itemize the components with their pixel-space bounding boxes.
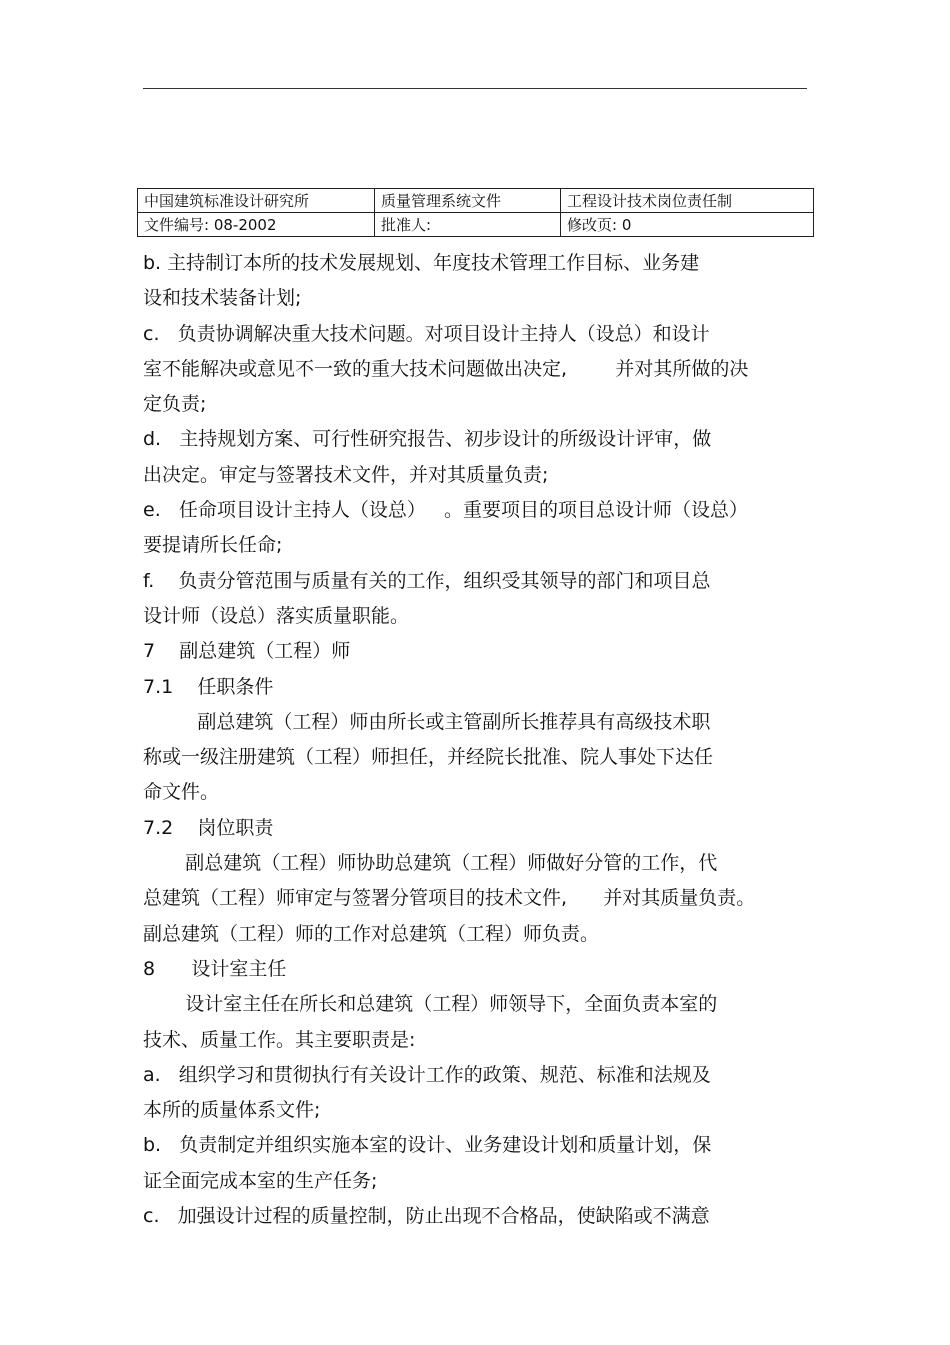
text-line: 定负责;: [143, 393, 207, 416]
text-line: 要提请所长任命;: [143, 534, 283, 557]
header-rule: [143, 88, 807, 89]
text-line: f. 负责分管范围与质量有关的工作，组织受其领导的部门和项目总: [143, 569, 711, 592]
text-line: 室不能解决或意见不一致的重大技术问题做出决定, 并对其所做的决: [143, 357, 749, 380]
text-line: a. 组织学习和贯彻执行有关设计工作的政策、规范、标准和法规及: [143, 1063, 711, 1086]
body-text: [143, 246, 805, 1234]
document-category: 质量管理系统文件: [375, 189, 561, 213]
header-row: [138, 189, 814, 213]
document-number: 文件编号: 08-2002: [138, 213, 375, 237]
header-row: [138, 213, 814, 237]
section-heading: 7 副总建筑（工程）师: [143, 640, 351, 663]
text-line: 副总建筑（工程）师协助总建筑（工程）师做好分管的工作，代: [143, 852, 718, 875]
subsection-heading: 7.1 任职条件: [143, 675, 274, 698]
text-line: 副总建筑（工程）师的工作对总建筑（工程）师负责。: [143, 922, 600, 945]
text-line: e. 任命项目设计主持人（设总） 。重要项目的项目总设计师（设总）: [143, 499, 748, 522]
text-line: 副总建筑（工程）师由所长或主管副所长推荐具有高级技术职: [143, 710, 711, 733]
document-header-table: [137, 188, 814, 237]
text-line: c. 负责协调解决重大技术问题。对项目设计主持人（设总）和设计: [143, 322, 710, 345]
text-line: d. 主持规划方案、可行性研究报告、初步设计的所级设计评审，做: [143, 428, 712, 451]
section-heading: 8 设计室主任: [143, 957, 287, 980]
text-line: 称或一级注册建筑（工程）师担任，并经院长批准、院人事处下达任: [143, 746, 714, 769]
text-line: b. 负责制定并组织实施本室的设计、业务建设计划和质量计划，保: [143, 1134, 712, 1157]
text-line: 设和技术装备计划;: [143, 287, 302, 310]
text-line: c. 加强设计过程的质量控制，防止出现不合格品，使缺陷或不满意: [143, 1205, 710, 1228]
text-line: b. 主持制订本所的技术发展规划、年度技术管理工作目标、业务建: [143, 252, 700, 274]
approver: 批准人:: [375, 213, 561, 237]
institute-name: 中国建筑标准设计研究所: [138, 189, 375, 213]
text-line: 设计室主任在所长和总建筑（工程）师领导下，全面负责本室的: [143, 993, 718, 1016]
text-line: 证全面完成本室的生产任务;: [143, 1169, 378, 1192]
document-title: 工程设计技术岗位责任制: [561, 189, 814, 213]
text-line: 技术、质量工作。其主要职责是:: [143, 1028, 416, 1051]
text-line: 出决定。审定与签署技术文件，并对其质量负责;: [143, 463, 549, 486]
text-line: 命文件。: [143, 781, 220, 804]
text-line: 总建筑（工程）师审定与签署分管项目的技术文件, 并对其质量负责。: [143, 887, 756, 910]
text-line: 设计师（设总）落实质量职能。: [143, 604, 410, 627]
text-line: 本所的质量体系文件;: [143, 1099, 321, 1122]
subsection-heading: 7.2 岗位职责: [143, 816, 274, 839]
revision-page: 修改页: 0: [561, 213, 814, 237]
